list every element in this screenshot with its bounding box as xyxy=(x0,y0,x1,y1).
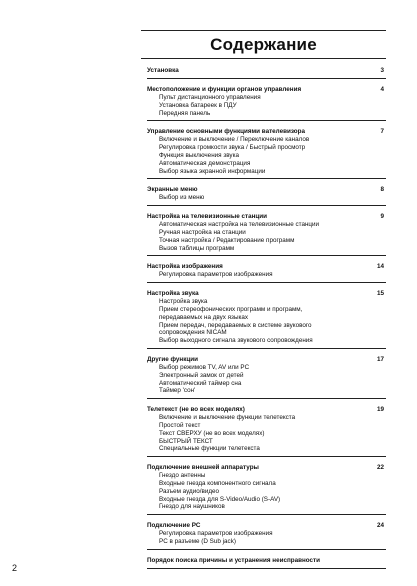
toc-subitem: Ручная настройка на станции xyxy=(159,228,246,236)
toc-subitems xyxy=(147,414,386,453)
toc-section xyxy=(147,212,386,256)
toc-section-heading[interactable] xyxy=(147,263,386,271)
toc-subitems xyxy=(147,136,386,175)
toc-section-page: 19 xyxy=(376,406,384,414)
toc-subitems xyxy=(147,194,386,202)
toc-section xyxy=(147,85,386,121)
toc-subitem: Регулировка громкости звука / Быстрый просмотр xyxy=(159,144,306,152)
toc-subitem: Текст СВЕРХУ (не во всех моделях) xyxy=(159,429,265,437)
toc-subitems xyxy=(147,221,386,252)
toc-section xyxy=(147,262,386,283)
toc-subitem: Вызов таблицы программ xyxy=(159,244,235,252)
toc-subitem: Простой текст xyxy=(159,421,201,429)
page-title: Содержание xyxy=(141,30,386,59)
toc-subitems xyxy=(147,271,386,279)
toc-subitems xyxy=(147,530,386,546)
toc-section-page: 24 xyxy=(376,522,384,530)
toc-section-heading[interactable] xyxy=(147,128,386,136)
toc-section-heading[interactable] xyxy=(147,290,386,298)
toc-subitems xyxy=(147,298,386,345)
toc-subitem: Выбор выходного сигнала звукового сопровождения xyxy=(159,337,313,345)
table-of-contents xyxy=(147,66,386,575)
toc-subitem: БЫСТРЫЙ ТЕКСТ xyxy=(159,437,213,445)
toc-section-title: Подключение внешней аппаратуры xyxy=(147,464,259,472)
toc-section-page: 15 xyxy=(376,290,384,298)
toc-section-title: Управление основными функциями вателевизора xyxy=(147,128,305,136)
toc-section-heading[interactable] xyxy=(147,86,386,94)
toc-section-title: Настройка изображения xyxy=(147,263,223,271)
toc-subitem: Гнездо антенны xyxy=(159,472,206,480)
toc-section-heading[interactable] xyxy=(147,464,386,472)
toc-section-heading[interactable] xyxy=(147,406,386,414)
toc-section-page: 4 xyxy=(380,86,384,93)
toc-subitem: Регулировка параметров изображения xyxy=(159,271,273,279)
toc-subitem: Передняя панель xyxy=(159,109,211,117)
toc-section-heading[interactable] xyxy=(147,557,386,565)
toc-subitem: Пульт дистанционного управления xyxy=(159,94,261,101)
toc-subitem: Включение и выключение функции телетекста xyxy=(159,414,296,422)
toc-subitem: Настройка звука xyxy=(159,298,208,306)
toc-section xyxy=(147,185,386,206)
toc-subitem: передаваемых на двух языках xyxy=(159,313,249,321)
toc-subitem: Точная настройка / Редактирование программ xyxy=(159,236,295,244)
page-number: 2 xyxy=(12,563,18,573)
toc-section-title: Телетекст (не во всех моделях) xyxy=(147,406,245,414)
toc-section-heading[interactable] xyxy=(147,67,386,75)
toc-section-page: 22 xyxy=(376,464,384,472)
toc-section-title: Местоположение и функции органов управления xyxy=(147,86,302,93)
toc-section-page: 17 xyxy=(376,355,384,363)
toc-subitem: Установка батареек в ПДУ xyxy=(159,101,237,109)
toc-subitem: Электронный замок от детей xyxy=(159,371,244,379)
toc-subitem: Выбор языка экранной информации xyxy=(159,167,266,175)
toc-section-title: Другие функции xyxy=(147,355,198,363)
toc-section-page: 7 xyxy=(380,128,384,136)
toc-subitems xyxy=(147,94,386,117)
toc-section xyxy=(147,355,386,399)
toc-subitem: сопровождения NICAM xyxy=(159,329,227,337)
toc-section-title: Экранные меню xyxy=(147,186,198,194)
toc-section-heading[interactable] xyxy=(147,356,386,364)
toc-section-page: 9 xyxy=(380,213,384,221)
toc-subitem: Автоматическая демонстрация xyxy=(159,159,251,167)
toc-section xyxy=(147,556,386,569)
toc-section-title: Порядок поиска причины и устранения неисправности xyxy=(147,556,320,564)
toc-subitem: Гнездо для наушников xyxy=(159,503,225,511)
toc-subitem: Функция выключения звука xyxy=(159,151,239,159)
toc-subitem: Выбор из меню xyxy=(159,194,205,202)
toc-section-title: Подключение PC xyxy=(147,522,201,530)
toc-section-page: 8 xyxy=(380,186,384,194)
toc-subitem: Автоматическая настройка на телевизионные станции xyxy=(159,221,320,229)
toc-section xyxy=(147,405,386,457)
toc-subitem: Регулировка параметров изображения xyxy=(159,530,273,538)
toc-subitem: Специальные функции телетекста xyxy=(159,445,260,453)
toc-section xyxy=(147,289,386,349)
toc-section-heading[interactable] xyxy=(147,213,386,221)
toc-section xyxy=(147,127,386,179)
toc-subitems xyxy=(147,472,386,511)
toc-section-heading[interactable] xyxy=(147,522,386,530)
toc-section-title: Настройка звука xyxy=(147,290,199,298)
toc-section-page: 3 xyxy=(380,67,384,74)
toc-section-title: Установка xyxy=(147,67,179,74)
toc-subitem: PC в разъеме (D Sub jack) xyxy=(159,537,236,545)
toc-subitems xyxy=(147,364,386,395)
toc-subitem: Автоматический таймер сна xyxy=(159,379,242,387)
toc-section xyxy=(147,463,386,515)
toc-subitem: Разъем аудио/видео xyxy=(159,487,220,495)
toc-section xyxy=(147,521,386,550)
toc-subitem: Таймер 'сон' xyxy=(159,387,196,395)
toc-section-heading[interactable] xyxy=(147,186,386,194)
toc-subitem: Включение и выключение / Переключение каналов xyxy=(159,136,310,144)
toc-subitem: Выбор режимов TV, AV или PC xyxy=(159,363,250,371)
toc-subitem: Прием стереофонических программ и программ, xyxy=(159,305,303,313)
toc-section-title: Настройка на телевизионные станции xyxy=(147,213,267,221)
toc-subitem: Входные гнезда компонентного сигнала xyxy=(159,479,276,487)
toc-section xyxy=(147,66,386,79)
toc-subitem: Прием передач, передаваемых в системе звукового xyxy=(159,321,312,329)
toc-subitem: Входные гнезда для S-Video/Audio (S-AV) xyxy=(159,495,281,503)
toc-section-page: 14 xyxy=(376,263,384,271)
